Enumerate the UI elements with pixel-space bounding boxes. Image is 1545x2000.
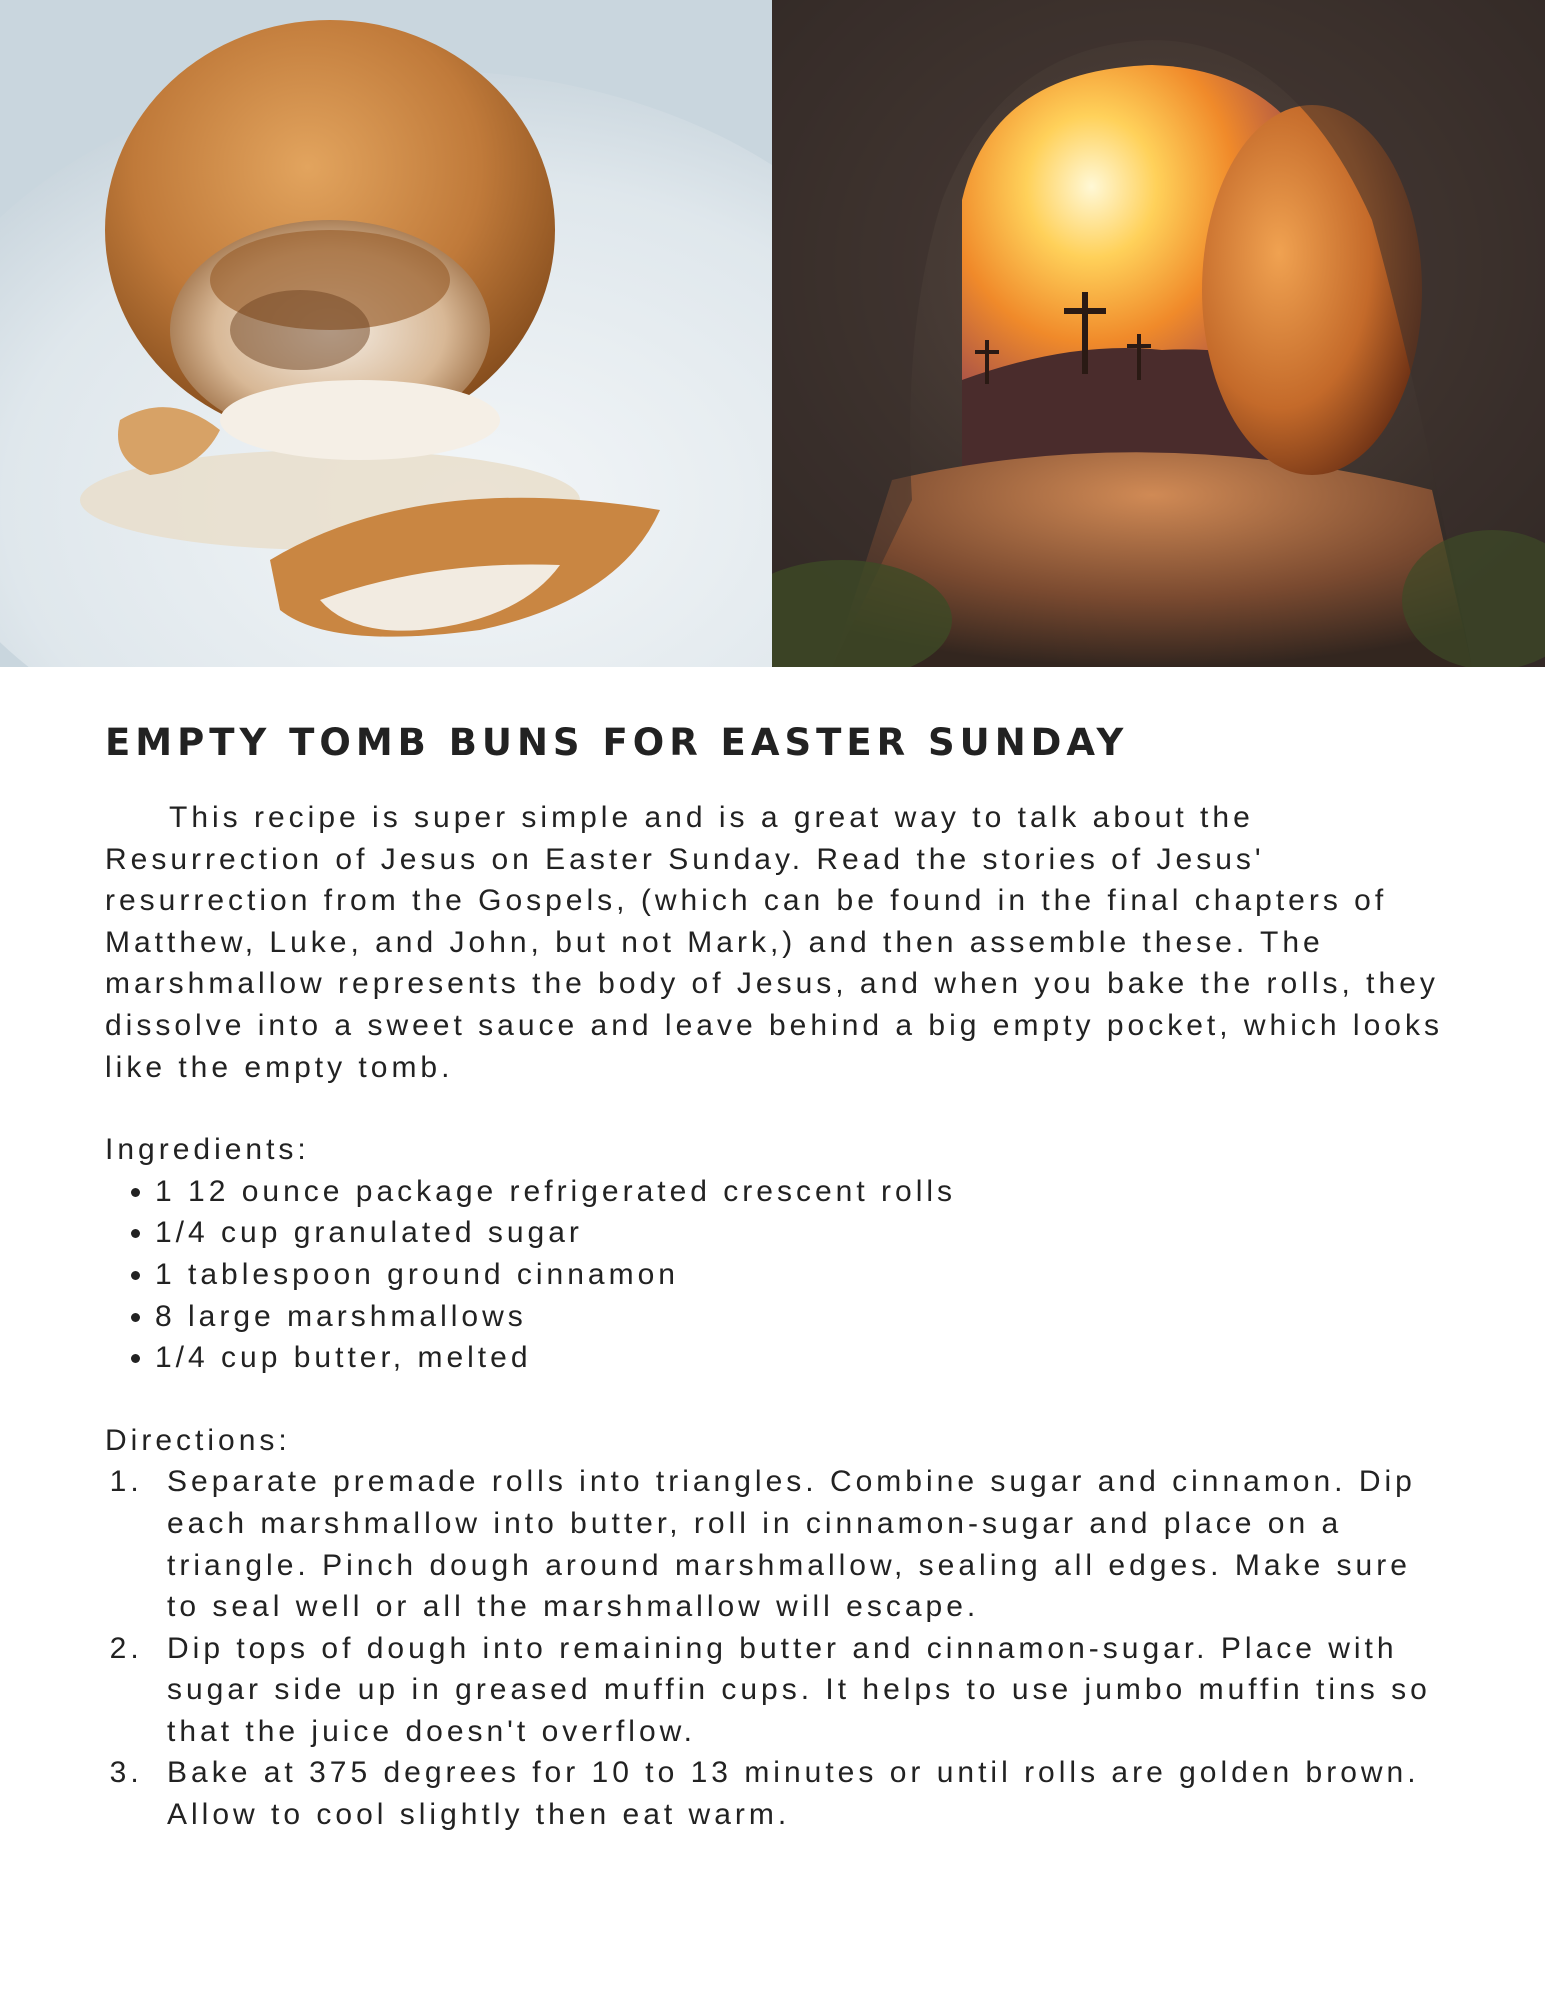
direction-step: 2. Dip tops of dough into remaining butter and cinnamon-sugar. Place with sugar side up in greased muffin cups. It helps to use jumbo muffin tins so that the juice doesn't overflow. bbox=[155, 1628, 1445, 1753]
ingredient-item: • 1/4 cup butter, melted bbox=[155, 1337, 1445, 1379]
direction-step: 1. Separate premade rolls into triangles. Combine sugar and cinnamon. Dip each marshmallow into butter, roll in cinnamon-sugar and place on a triangle. Pinch dough around marshmallow, sealing all edges. Make sure to seal well or all the marshmallow will escape. bbox=[155, 1461, 1445, 1627]
recipe-intro: This recipe is super simple and is a great way to talk about the Resurrection of Jesus on Easter Sunday. Read the stories of Jesus' resurrection from the Gospels, (which can be found in the final chapters of Matthew, Luke, and John, but not Mark,) and then assemble these. The marshmallow represents the body of Jesus, and when you bake the rolls, they dissolve into a sweet sauce and leave behind a big empty pocket, which looks like the empty tomb. bbox=[105, 801, 1443, 1084]
bun-image-icon bbox=[0, 0, 772, 667]
ingredient-item: • 1/4 cup granulated sugar bbox=[155, 1212, 1445, 1254]
ingredients-heading: Ingredients: bbox=[105, 1133, 310, 1167]
directions-heading: Directions: bbox=[105, 1423, 291, 1457]
ingredient-item: • 1 tablespoon ground cinnamon bbox=[155, 1254, 1445, 1296]
recipe-title: EMPTY TOMB BUNS FOR EASTER SUNDAY bbox=[105, 721, 1129, 764]
direction-step: 3. Bake at 375 degrees for 10 to 13 minutes or until rolls are golden brown. Allow to cool slightly then eat warm. bbox=[155, 1752, 1445, 1835]
ingredient-item: • 8 large marshmallows bbox=[155, 1296, 1445, 1338]
tomb-image-icon bbox=[772, 0, 1545, 667]
photo-banner bbox=[0, 0, 1545, 667]
ingredient-item: • 1 12 ounce package refrigerated crescent rolls bbox=[155, 1171, 1445, 1213]
directions-list bbox=[105, 1461, 1445, 1835]
empty-tomb-photo bbox=[772, 0, 1545, 667]
cinnamon-bun-photo bbox=[0, 0, 772, 667]
ingredients-list bbox=[105, 1171, 1445, 1379]
recipe-content bbox=[105, 715, 1445, 1836]
